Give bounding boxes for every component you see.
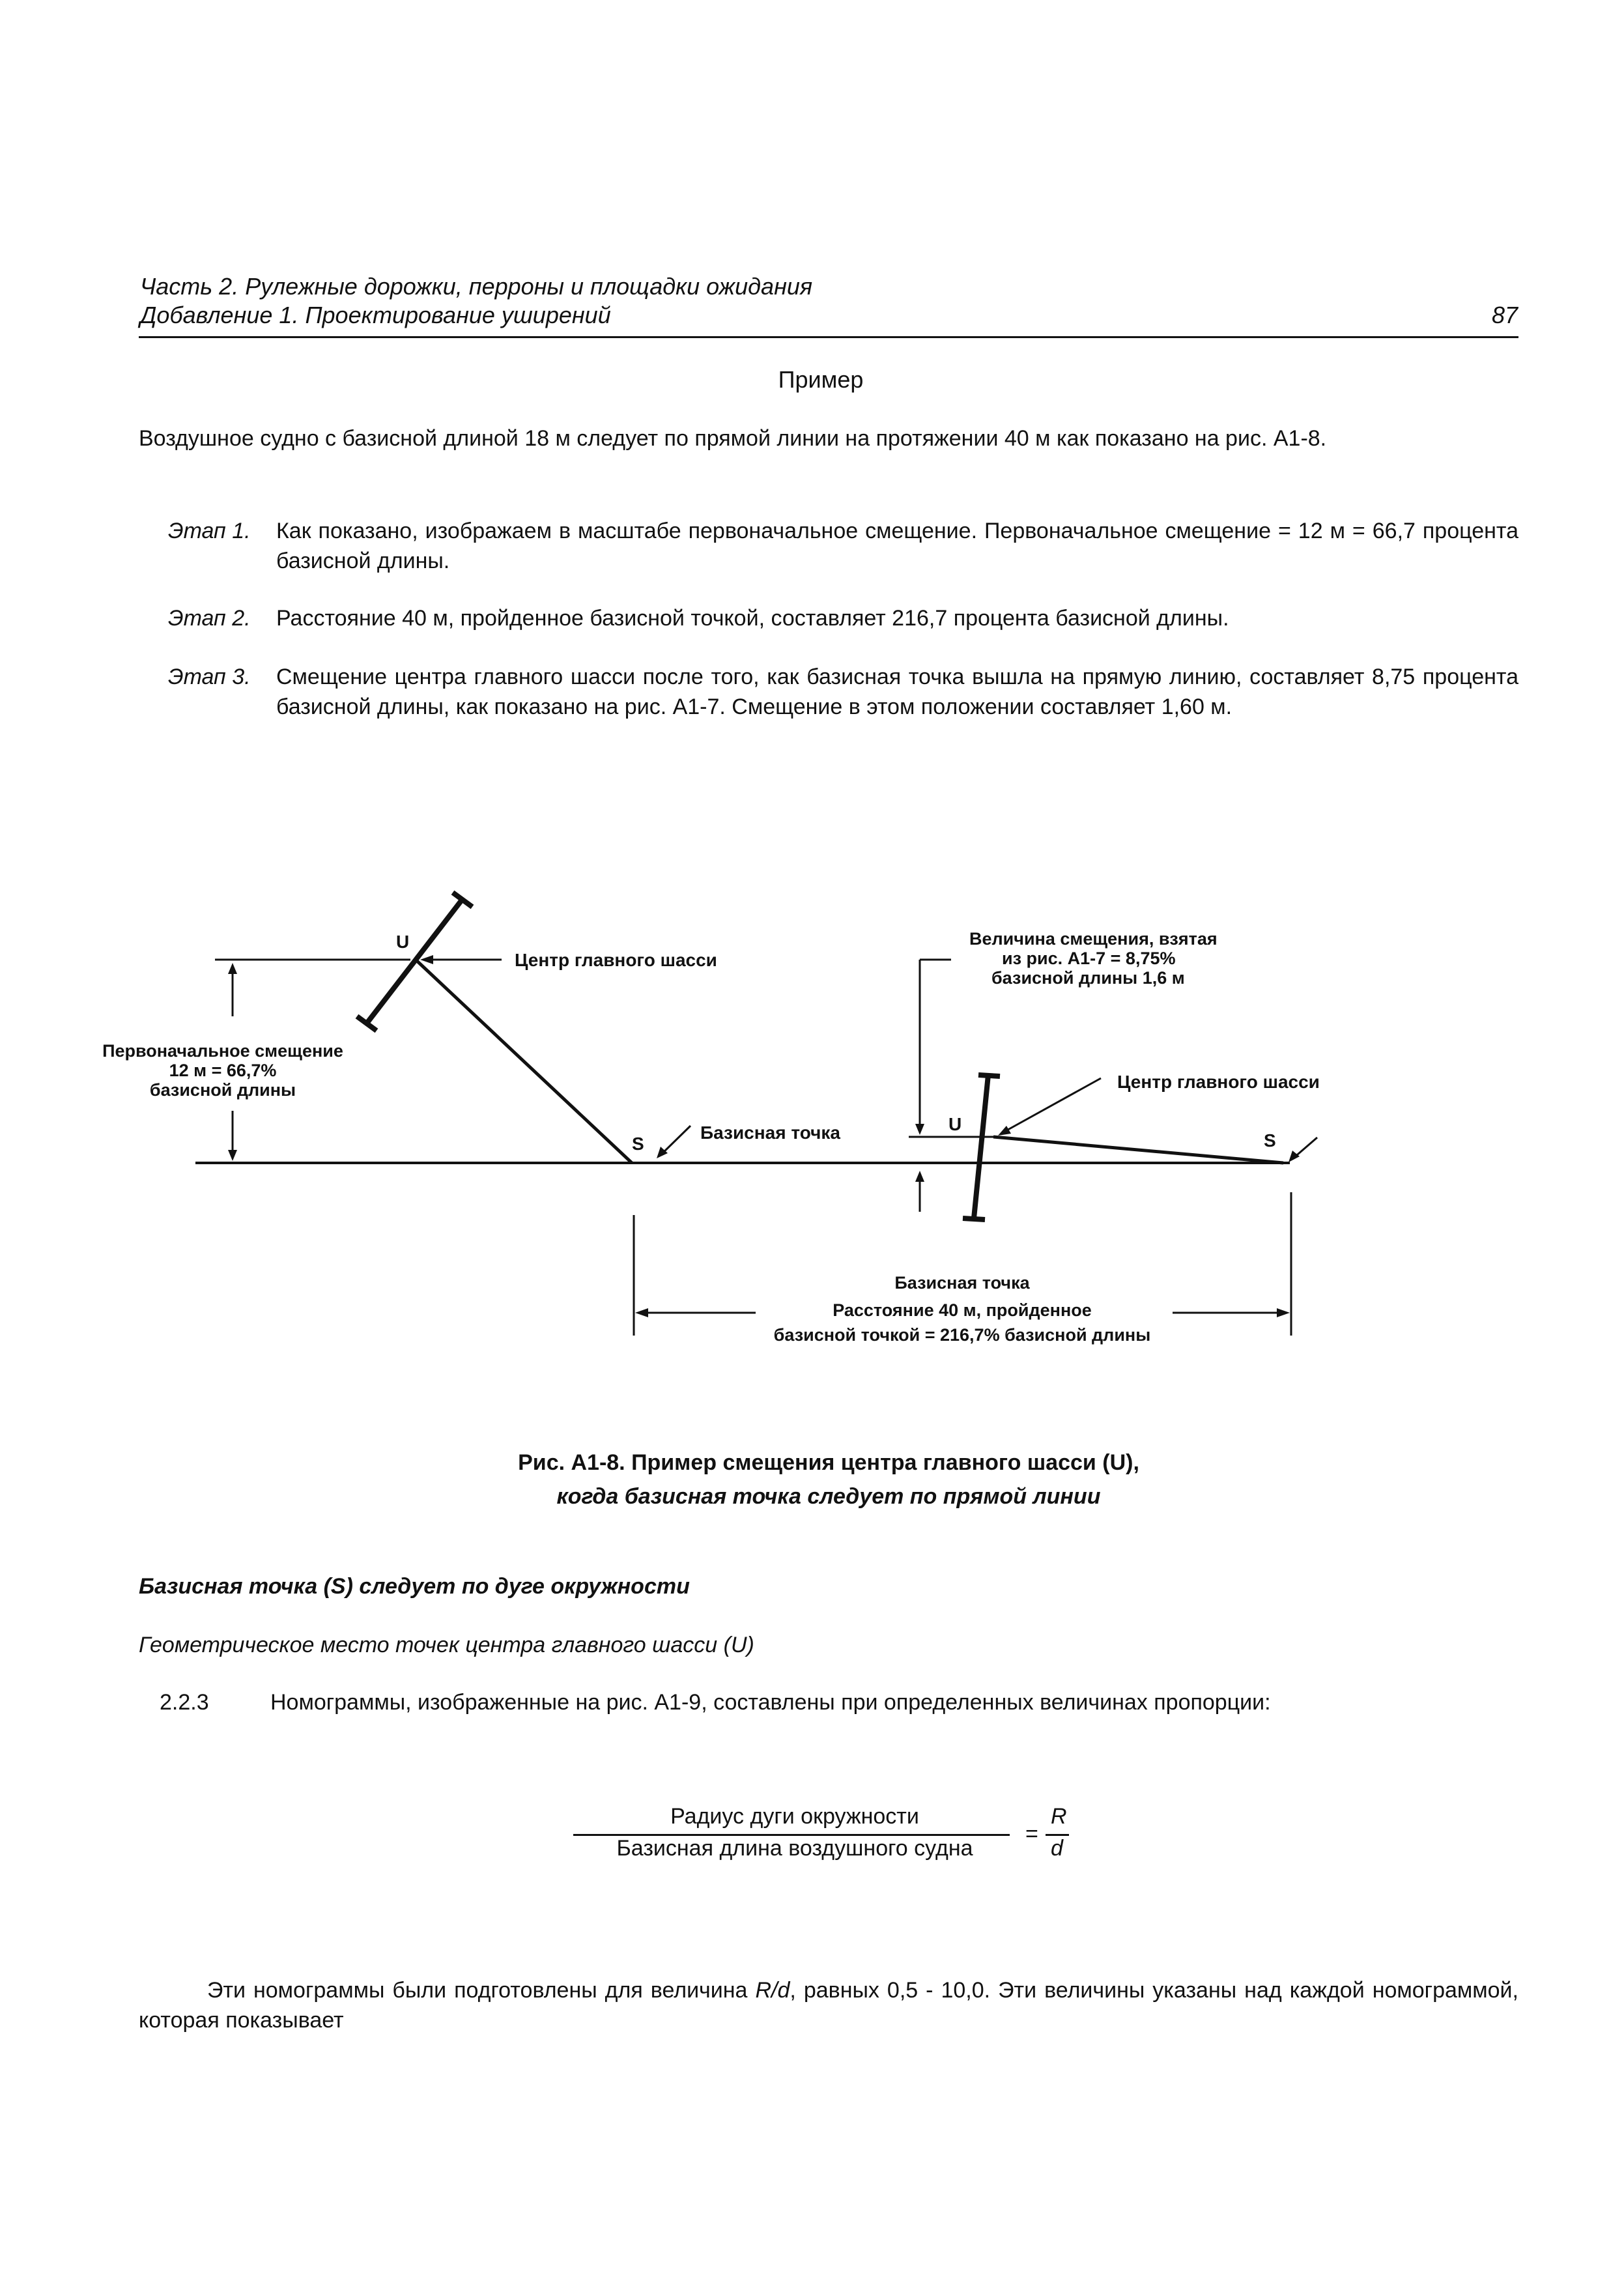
final-para-after: , равных 0,5 - 10,0. Эти величины указаны над каждой номограммой, которая показывает (139, 1978, 1518, 2033)
intro-paragraph: Воздушное судно с базисной длиной 18 м следует по прямой линии на протяжении 40 м как показано на рис. A1-8. (139, 426, 1327, 451)
figure-caption-line-1: Рис. A1-8. Пример смещения центра главного шасси (U), (518, 1450, 1139, 1475)
offset-value-arrow-up (915, 1171, 924, 1182)
final-gear-end-top (978, 1075, 1000, 1076)
subsection-heading: Геометрическое место точек центра главного шасси (U) (139, 1633, 754, 1657)
distance-label-2: Расстояние 40 м, пройденное (833, 1300, 1092, 1320)
offset-value-label-2: из рис. A1-7 = 8,75% (1002, 949, 1176, 968)
distance-label-3: базисной точкой = 216,7% базисной длины (773, 1325, 1151, 1345)
initial-offset-arrow-down (228, 1150, 237, 1161)
figure-a1-8 (98, 886, 1401, 1368)
final-para-ratio: R/d (755, 1978, 790, 2003)
final-datum-arrowhead (1289, 1151, 1300, 1162)
formula-r: R (1051, 1804, 1067, 1829)
example-title: Пример (778, 366, 864, 393)
final-aircraft-axis (993, 1137, 1283, 1163)
datum-point-label: Базисная точка (700, 1123, 840, 1143)
initial-offset-label-2: 12 м = 66,7% (169, 1061, 277, 1080)
main-gear-center-label-right: Центр главного шасси (1117, 1072, 1320, 1092)
step-2-label: Этап 2. (168, 606, 251, 631)
initial-s-label: S (632, 1134, 644, 1154)
main-gear-center-arrowhead-left (420, 955, 433, 964)
initial-aircraft-axis (416, 960, 632, 1163)
formula-equals: = (1025, 1822, 1038, 1846)
offset-value-arrow-down (915, 1124, 924, 1135)
final-s-label: S (1264, 1130, 1276, 1151)
datum-point-pointer (661, 1126, 691, 1154)
final-para-before: Эти номограммы были подготовлены для величина (207, 1978, 748, 2003)
final-u-label: U (948, 1114, 962, 1134)
offset-value-label-1: Величина смещения, взятая (969, 929, 1218, 949)
step-3-text: Смещение центра главного шасси после того, как базисная точка вышла на прямую линию, составляет 8,75 процента базисной длины, как показано на рис. A1-7. Смещение в этом положении составляет 1,60 м. (276, 665, 1518, 719)
final-main-gear-axle (974, 1075, 988, 1218)
section-heading: Базисная точка (S) следует по дуге окружности (139, 1574, 690, 1599)
main-gear-center-arrowhead-right (998, 1126, 1011, 1136)
distance-arrow-right (1277, 1308, 1290, 1317)
main-gear-center-arrow-right (1003, 1078, 1101, 1132)
distance-label-1: Базисная точка (894, 1273, 1030, 1293)
formula-d: d (1051, 1836, 1063, 1861)
page-number: 87 (1491, 302, 1518, 328)
step-3-label: Этап 3. (168, 665, 251, 689)
header-line-2: Добавление 1. Проектирование уширений (140, 302, 611, 328)
main-gear-center-label-left: Центр главного шасси (515, 950, 717, 970)
para-223-number: 2.2.3 (160, 1690, 209, 1715)
step-2-text: Расстояние 40 м, пройденное базисной точкой, составляет 216,7 процента базисной длины. (276, 606, 1229, 631)
header-line-1: Часть 2. Рулежные дорожки, перроны и площадки ожидания (140, 273, 813, 300)
header-rule (139, 336, 1518, 338)
figure-caption-line-2: когда базисная точка следует по прямой линии (556, 1484, 1101, 1509)
initial-offset-arrow-up (228, 963, 237, 974)
formula-numerator: Радиус дуги окружности (670, 1804, 919, 1829)
initial-u-label: U (396, 932, 410, 952)
step-1-text: Как показано, изображаем в масштабе первоначальное смещение. Первоначальное смещение = 12 м = 66,7 процента базисной длины. (276, 519, 1518, 573)
offset-value-label-3: базисной длины 1,6 м (991, 968, 1185, 988)
para-223-text: Номограммы, изображенные на рис. A1-9, составлены при определенных величинах пропорции: (270, 1690, 1271, 1715)
initial-main-gear-axle (366, 899, 463, 1024)
final-paragraph (139, 1975, 1518, 2035)
distance-arrow-left (635, 1308, 648, 1317)
formula-denominator: Базисная длина воздушного судна (616, 1836, 973, 1861)
final-gear-end-bottom (963, 1218, 985, 1220)
step-1-label: Этап 1. (168, 519, 251, 543)
initial-offset-label-1: Первоначальное смещение (102, 1041, 343, 1061)
initial-offset-label-3: базисной длины (149, 1080, 296, 1100)
